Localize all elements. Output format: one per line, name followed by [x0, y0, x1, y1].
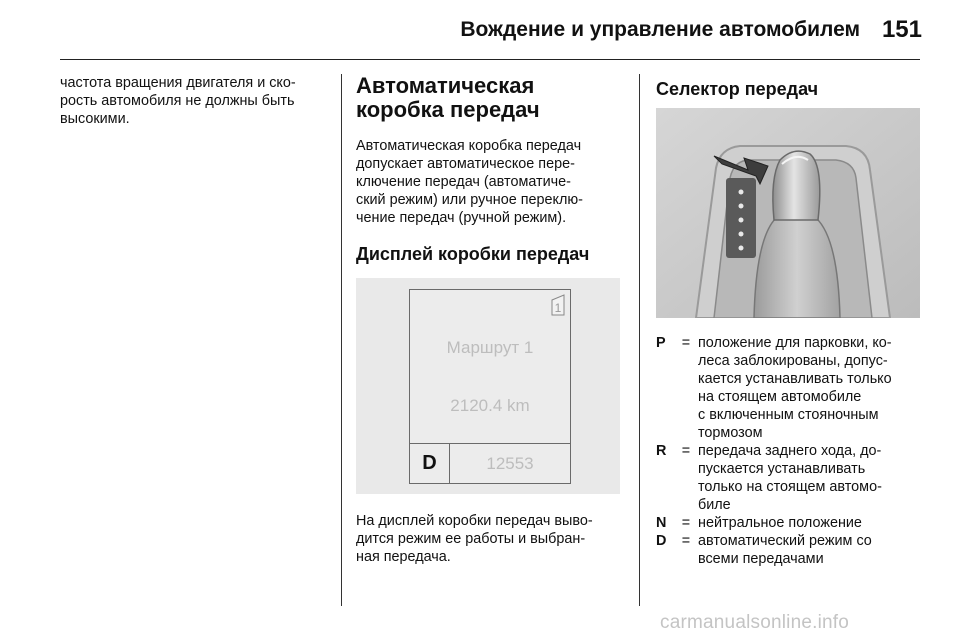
definition-key: P	[656, 335, 666, 351]
gear-selector-illustration	[656, 108, 920, 318]
display-caption: На дисплей коробки передач выво- дится режим ее работы и выбран- ная передача.	[356, 513, 593, 565]
subsection-heading: Дисплей коробки передач	[356, 244, 590, 264]
definition-value: передача заднего хода, до- пускается устанавливать только на стоящем автомо- биле	[698, 443, 882, 513]
definition-row: P = положение для парковки, ко- леса заблокированы, допус- кается устанавливать только на стоящем автомобиле с включенным стояночным тормозом	[656, 334, 926, 442]
selector-heading: Селектор передач	[656, 79, 819, 99]
intro-paragraph: Автоматическая коробка передач допускает автоматическое пере- ключение передач (автоматиче- ский режим) или ручное переклю- чение передач (ручной режим).	[356, 138, 583, 226]
display-odometer: 12553	[486, 454, 534, 473]
display-distance: 2120.4 km	[450, 396, 530, 415]
column-divider	[639, 74, 640, 606]
watermark: carmanualsonline.info	[660, 612, 850, 633]
definition-key: D	[656, 533, 667, 549]
definition-value: автоматический режим со всеми передачами	[698, 533, 872, 567]
definition-value: положение для парковки, ко- леса заблокированы, допус- кается устанавливать только на стоящем автомобиле с включенным стояночным тормозом	[698, 335, 892, 441]
definition-value: нейтральное положение	[698, 515, 862, 531]
definition-row: N = нейтральное положение	[656, 514, 926, 532]
route-flag-icon	[551, 294, 566, 316]
definition-row: D = автоматический режим со всеми передачами	[656, 532, 926, 568]
definition-key: R	[656, 443, 667, 459]
column-3	[656, 74, 920, 100]
column-1	[60, 74, 328, 128]
column-2	[356, 74, 624, 265]
display-bottom-row	[410, 443, 570, 483]
definition-row: R = передача заднего хода, до- пускается устанавливать только на стоящем автомо- биле	[656, 442, 926, 514]
display-gear-indicator: D	[410, 444, 450, 483]
svg-text:1: 1	[554, 301, 562, 315]
display-panel	[409, 289, 571, 484]
header-title: Вождение и управление автомобилем	[460, 18, 860, 41]
display-route-label: Маршрут 1	[446, 338, 534, 357]
section-heading: Автоматическая коробка передач	[356, 73, 540, 122]
gear-definition-list	[656, 334, 926, 568]
page-number: 151	[881, 16, 922, 43]
continuation-paragraph: частота вращения двигателя и ско- рость автомобиля не должны быть высокими.	[60, 75, 296, 127]
definition-key: N	[656, 515, 667, 531]
column-divider	[341, 74, 342, 606]
header-rule	[60, 59, 920, 60]
transmission-display-figure	[356, 278, 620, 494]
